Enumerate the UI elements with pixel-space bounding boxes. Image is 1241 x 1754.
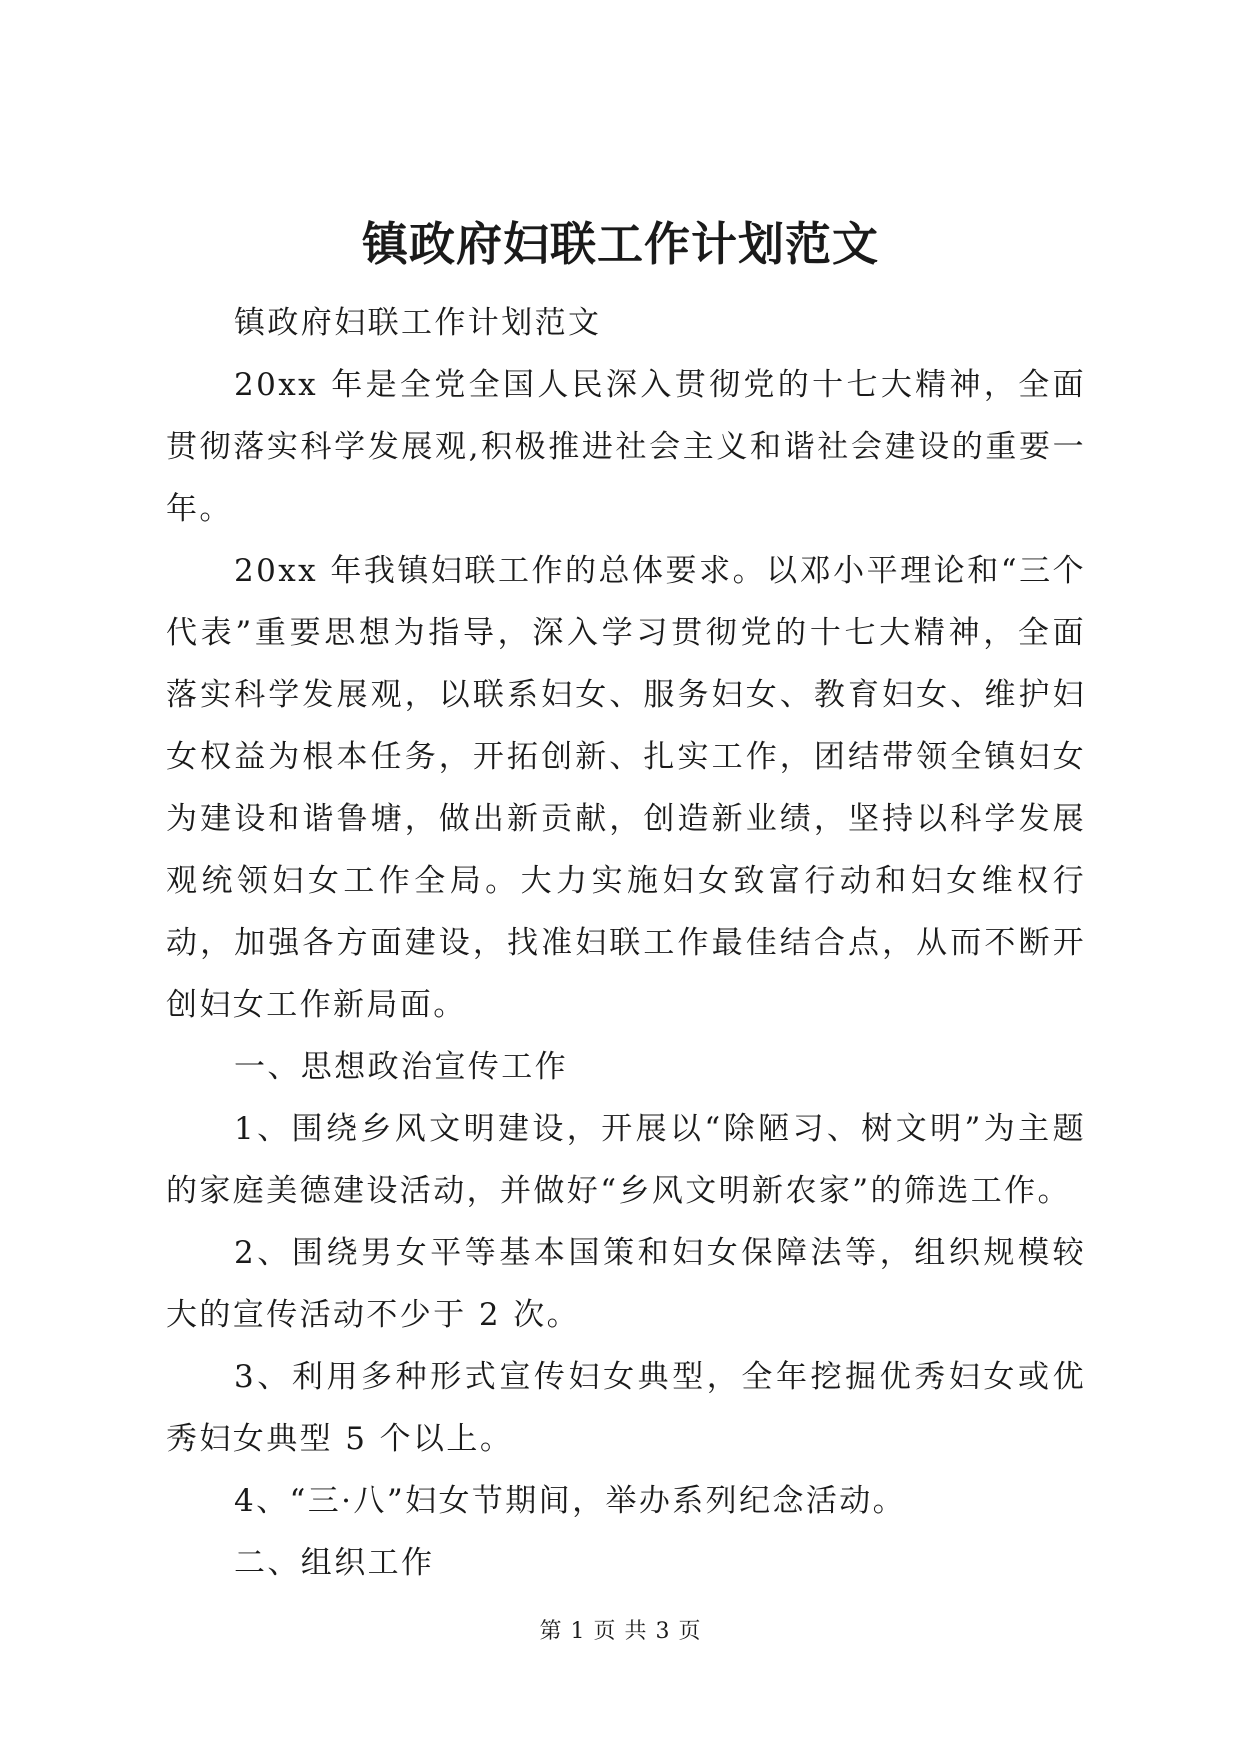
paragraph-overall-requirements: 20xx 年我镇妇联工作的总体要求。以邓小平理论和“三个代表”重要思想为指导，深入学习贯彻党的十七大精神，全面落实科学发展观，以联系妇女、服务妇女、教育妇女、维护妇女权益为根本任务，开拓创新、扎实工作，团结带领全镇妇女为建设和谐鲁塘，做出新贡献，创造新业绩，坚持以科学发展观统领妇女工作全局。大力实施妇女致富行动和妇女维权行动，加强各方面建设，找准妇联工作最佳结合点，从而不断开创妇女工作新局面。 [166,553,1086,1023]
paragraph-subtitle: 镇政府妇联工作计划范文 [234,305,602,341]
page-number-footer: 第 1 页 共 3 页 [539,1619,702,1644]
section-heading-organization: 二、组织工作 [234,1545,435,1581]
document-body [166,292,1086,1594]
list-item-2: 2、围绕男女平等基本国策和妇女保障法等，组织规模较大的宣传活动不少于 2 次。 [166,1235,1086,1333]
list-item-3: 3、利用多种形式宣传妇女典型，全年挖掘优秀妇女或优秀妇女典型 5 个以上。 [166,1359,1086,1457]
paragraph-intro: 20xx 年是全党全国人民深入贯彻党的十七大精神，全面贯彻落实科学发展观,积极推进社会主义和谐社会建设的重要一年。 [166,367,1086,527]
list-item-4: 4、“三·八”妇女节期间，举办系列纪念活动。 [234,1483,907,1519]
document-title: 镇政府妇联工作计划范文 [362,217,879,271]
section-heading-ideology: 一、思想政治宣传工作 [234,1049,568,1085]
list-item-1: 1、围绕乡风文明建设，开展以“除陋习、树文明”为主题的家庭美德建设活动，并做好“乡风文明新农家”的筛选工作。 [166,1111,1086,1209]
